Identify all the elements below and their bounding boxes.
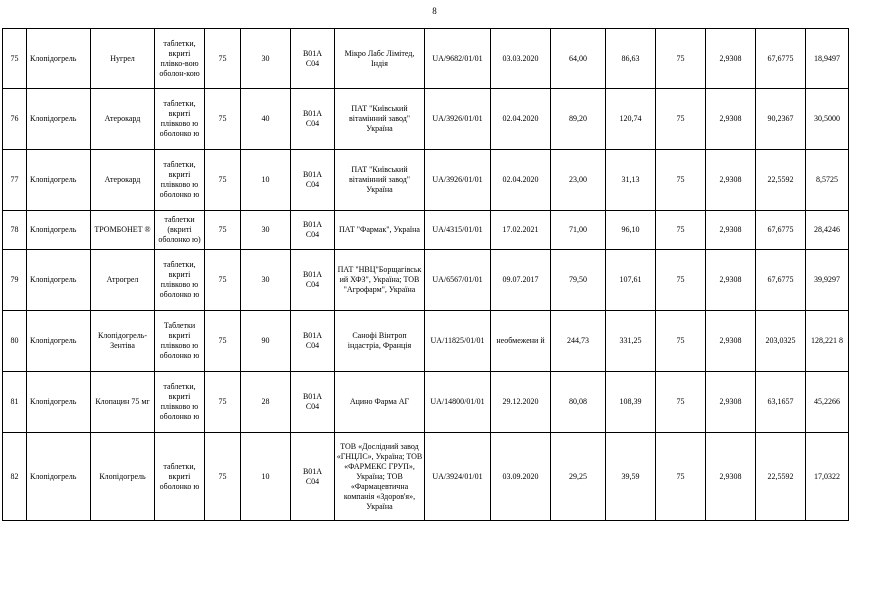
quantity-cell: 10 [241,433,291,521]
difference-cell: 39,9297 [806,250,849,311]
price-with-vat-cell: 107,61 [606,250,656,311]
inn-cell: Клопідогрель [27,89,91,150]
ddd-cell: 75 [656,89,706,150]
row-number: 76 [3,89,27,150]
exchange-rate-cell: 2,9308 [706,433,756,521]
price-cell: 79,50 [551,250,606,311]
ddd-cell: 75 [656,29,706,89]
manufacturer-cell: ПАТ "НВЦ"Борщагівськ ий ХФЗ", Україна; ТОВ "Агрофарм", Україна [335,250,425,311]
difference-cell: 17,0322 [806,433,849,521]
price-cell: 71,00 [551,211,606,250]
registration-date-cell: 03.03.2020 [491,29,551,89]
dosage-form-cell: Таблетки вкриті плівково ю оболонко ю [155,311,205,372]
atc-code-cell: B01A C04 [291,29,335,89]
quantity-cell: 28 [241,372,291,433]
registration-date-cell: 03.09.2020 [491,433,551,521]
trade-name-cell: Клопідогрель [91,433,155,521]
reference-price-cell: 22,5592 [756,433,806,521]
row-number: 80 [3,311,27,372]
difference-cell: 18,9497 [806,29,849,89]
price-cell: 64,00 [551,29,606,89]
row-number: 75 [3,29,27,89]
price-with-vat-cell: 96,10 [606,211,656,250]
price-with-vat-cell: 86,63 [606,29,656,89]
price-with-vat-cell: 108,39 [606,372,656,433]
quantity-cell: 40 [241,89,291,150]
reference-price-cell: 67,6775 [756,211,806,250]
inn-cell: Клопідогрель [27,372,91,433]
price-cell: 244,73 [551,311,606,372]
registration-number-cell: UA/6567/01/01 [425,250,491,311]
exchange-rate-cell: 2,9308 [706,372,756,433]
trade-name-cell: Атерокард [91,150,155,211]
exchange-rate-cell: 2,9308 [706,89,756,150]
table-row [3,372,849,433]
ddd-cell: 75 [656,372,706,433]
manufacturer-cell: Санофі Вінтроп індастріа, Франція [335,311,425,372]
dosage-form-cell: таблетки (вкриті оболонко ю) [155,211,205,250]
manufacturer-cell: ПАТ "Київський вітамінний завод" Україна [335,89,425,150]
registration-number-cell: UA/3926/01/01 [425,150,491,211]
row-number: 77 [3,150,27,211]
difference-cell: 28,4246 [806,211,849,250]
dose-cell: 75 [205,211,241,250]
trade-name-cell: Атрогрел [91,250,155,311]
registration-date-cell: 02.04.2020 [491,89,551,150]
dose-cell: 75 [205,433,241,521]
trade-name-cell: Клопідогрель-Зентіва [91,311,155,372]
reference-price-cell: 22,5592 [756,150,806,211]
ddd-cell: 75 [656,250,706,311]
dose-cell: 75 [205,89,241,150]
registration-number-cell: UA/11825/01/01 [425,311,491,372]
dosage-form-cell: таблетки, вкриті оболонко ю [155,433,205,521]
registration-number-cell: UA/4315/01/01 [425,211,491,250]
inn-cell: Клопідогрель [27,250,91,311]
atc-code-cell: B01A C04 [291,250,335,311]
inn-cell: Клопідогрель [27,29,91,89]
inn-cell: Клопідогрель [27,150,91,211]
ddd-cell: 75 [656,311,706,372]
table-row [3,29,849,89]
ddd-cell: 75 [656,433,706,521]
price-with-vat-cell: 39,59 [606,433,656,521]
manufacturer-cell: ТОВ «Дослідний завод «ГНЦЛС», Україна; ТОВ «ФАРМЕКС ГРУП», Україна; ТОВ «Фармацевтична компанія «Здоров'я», Україна [335,433,425,521]
exchange-rate-cell: 2,9308 [706,250,756,311]
reference-price-cell: 67,6775 [756,250,806,311]
table-row [3,311,849,372]
quantity-cell: 30 [241,250,291,311]
quantity-cell: 30 [241,29,291,89]
page-number: 8 [432,6,437,16]
dosage-form-cell: таблетки, вкриті плівково ю оболонко ю [155,89,205,150]
difference-cell: 30,5000 [806,89,849,150]
dosage-form-cell: таблетки, вкриті плівково ю оболонко ю [155,372,205,433]
table-row [3,433,849,521]
difference-cell: 45,2266 [806,372,849,433]
reference-price-cell: 203,0325 [756,311,806,372]
price-with-vat-cell: 31,13 [606,150,656,211]
difference-cell: 128,221 8 [806,311,849,372]
manufacturer-cell: ПАТ "Фармак", Україна [335,211,425,250]
row-number: 81 [3,372,27,433]
manufacturer-cell: Мікро Лабс Лімітед, Індія [335,29,425,89]
exchange-rate-cell: 2,9308 [706,150,756,211]
registration-date-cell: необмежени й [491,311,551,372]
price-with-vat-cell: 331,25 [606,311,656,372]
registration-number-cell: UA/3924/01/01 [425,433,491,521]
atc-code-cell: B01A C04 [291,150,335,211]
atc-code-cell: B01A C04 [291,433,335,521]
registration-date-cell: 29.12.2020 [491,372,551,433]
registration-number-cell: UA/3926/01/01 [425,89,491,150]
exchange-rate-cell: 2,9308 [706,311,756,372]
registration-date-cell: 02.04.2020 [491,150,551,211]
dose-cell: 75 [205,372,241,433]
registration-date-cell: 17.02.2021 [491,211,551,250]
price-cell: 23,00 [551,150,606,211]
manufacturer-cell: Ацино Фарма АГ [335,372,425,433]
dosage-form-cell: таблетки, вкриті плівко-вою оболон-кою [155,29,205,89]
table-row [3,89,849,150]
row-number: 78 [3,211,27,250]
trade-name-cell: Нугрел [91,29,155,89]
manufacturer-cell: ПАТ "Київський вітамінний завод" Україна [335,150,425,211]
quantity-cell: 10 [241,150,291,211]
inn-cell: Клопідогрель [27,211,91,250]
registration-number-cell: UA/14800/01/01 [425,372,491,433]
dose-cell: 75 [205,29,241,89]
price-cell: 80,08 [551,372,606,433]
inn-cell: Клопідогрель [27,433,91,521]
price-cell: 89,20 [551,89,606,150]
trade-name-cell: Клопацин 75 мг [91,372,155,433]
dose-cell: 75 [205,150,241,211]
difference-cell: 8,5725 [806,150,849,211]
quantity-cell: 90 [241,311,291,372]
trade-name-cell: ТРОМБОНЕТ ® [91,211,155,250]
price-cell: 29,25 [551,433,606,521]
registration-date-cell: 09.07.2017 [491,250,551,311]
exchange-rate-cell: 2,9308 [706,211,756,250]
reference-price-cell: 90,2367 [756,89,806,150]
quantity-cell: 30 [241,211,291,250]
trade-name-cell: Атерокард [91,89,155,150]
price-with-vat-cell: 120,74 [606,89,656,150]
dose-cell: 75 [205,250,241,311]
dosage-form-cell: таблетки, вкриті плівково ю оболонко ю [155,250,205,311]
atc-code-cell: B01A C04 [291,372,335,433]
exchange-rate-cell: 2,9308 [706,29,756,89]
table-row [3,150,849,211]
atc-code-cell: B01A C04 [291,311,335,372]
reference-price-cell: 67,6775 [756,29,806,89]
table-row [3,250,849,311]
registration-number-cell: UA/9682/01/01 [425,29,491,89]
price-register-table [2,28,849,521]
dose-cell: 75 [205,311,241,372]
dosage-form-cell: таблетки, вкриті плівково ю оболонко ю [155,150,205,211]
table-row [3,211,849,250]
atc-code-cell: B01A C04 [291,211,335,250]
inn-cell: Клопідогрель [27,311,91,372]
reference-price-cell: 63,1657 [756,372,806,433]
row-number: 79 [3,250,27,311]
ddd-cell: 75 [656,211,706,250]
ddd-cell: 75 [656,150,706,211]
atc-code-cell: B01A C04 [291,89,335,150]
row-number: 82 [3,433,27,521]
